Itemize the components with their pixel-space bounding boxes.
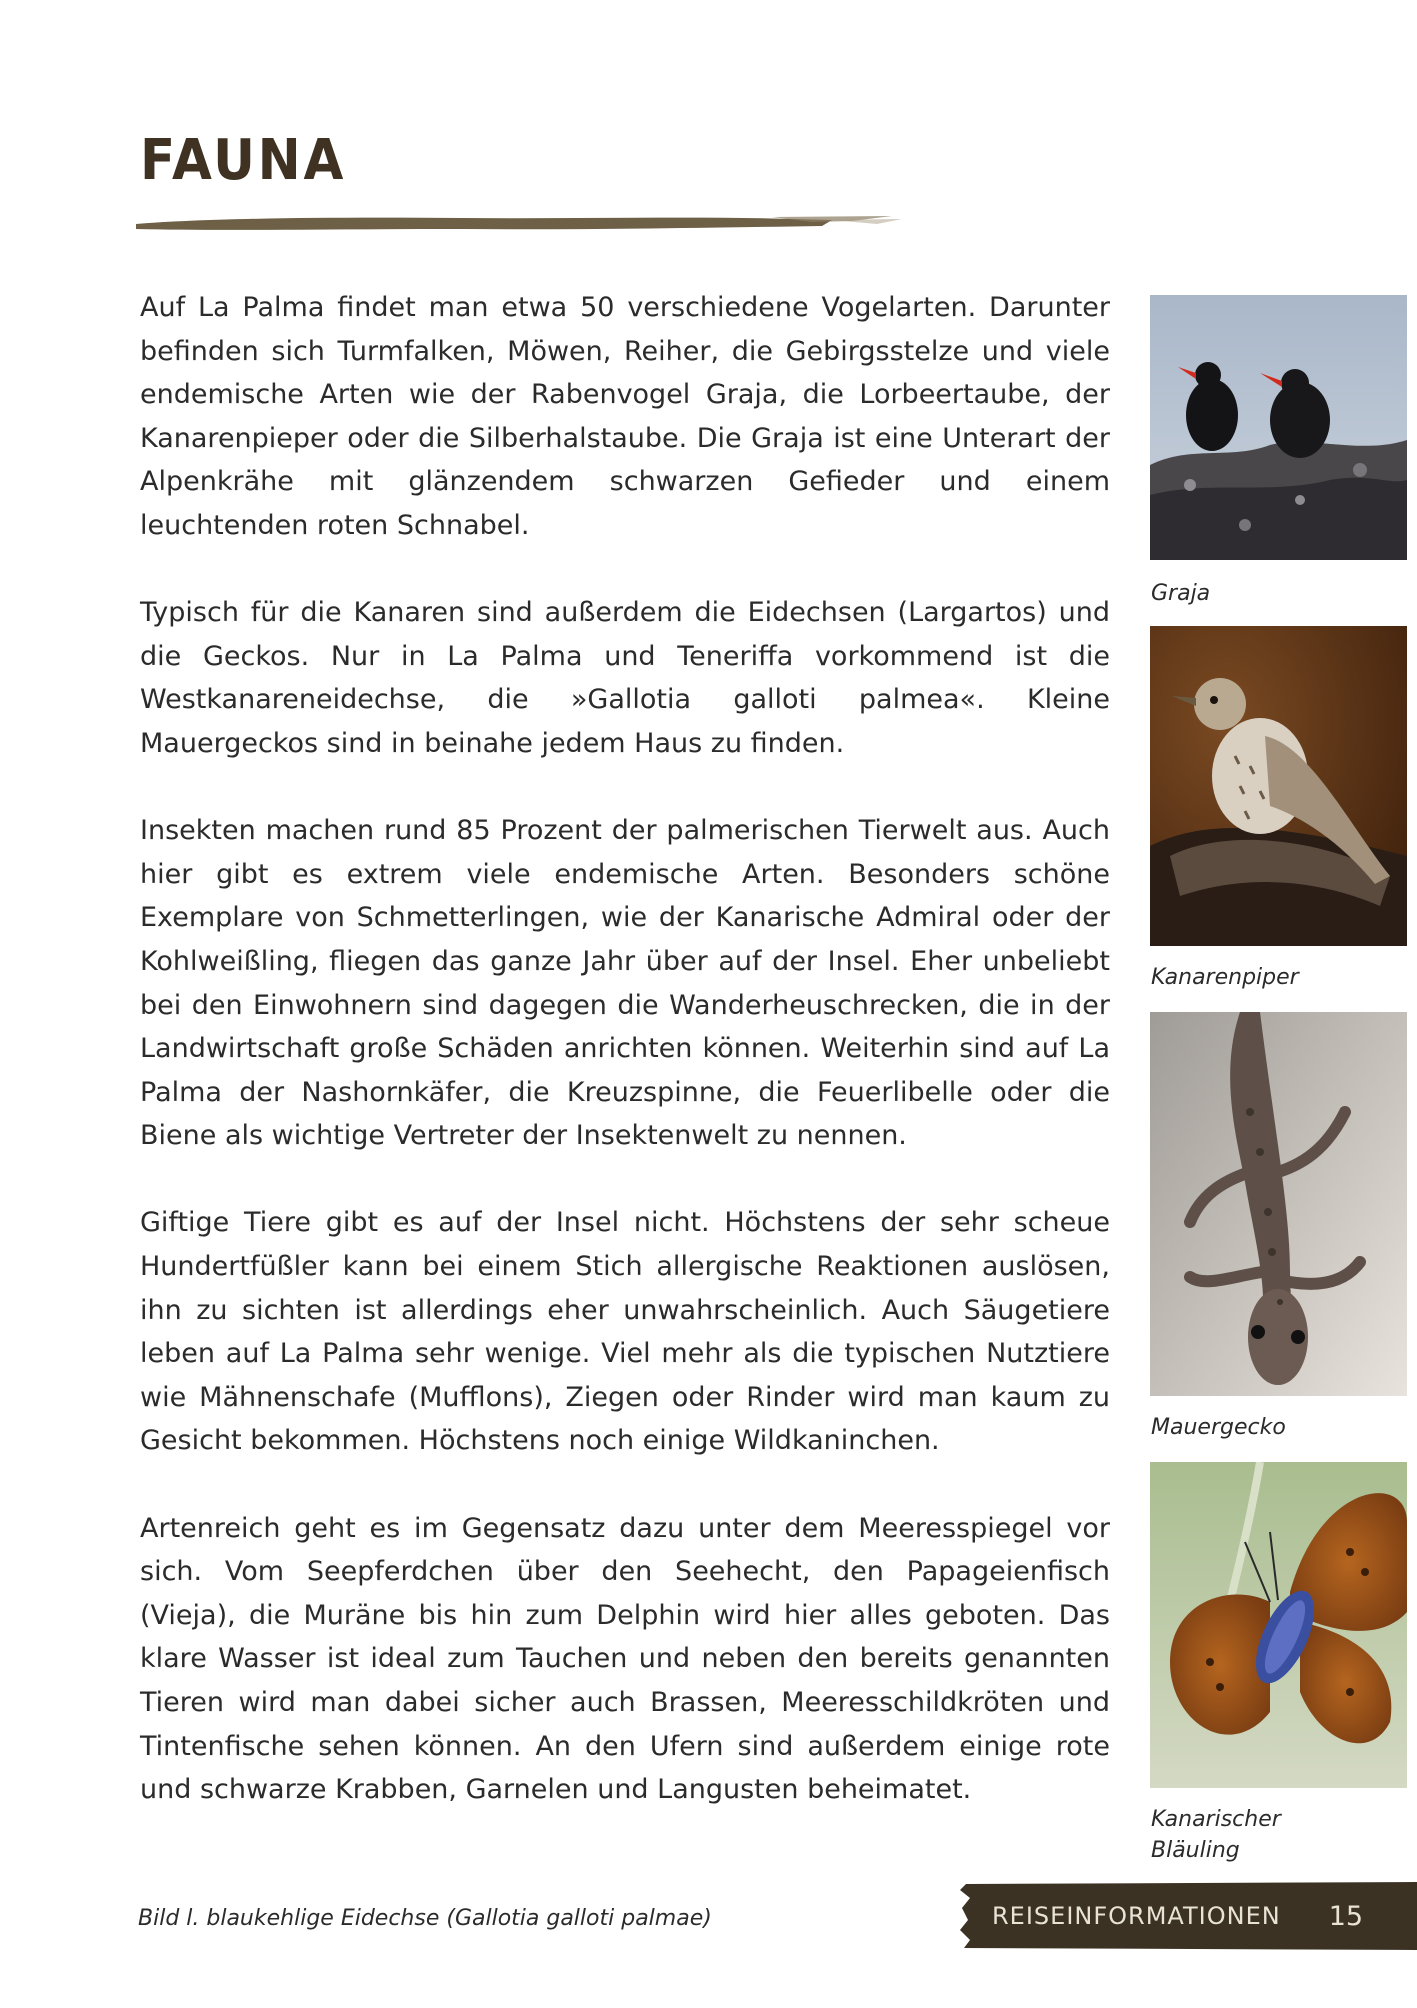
graja-caption: Graja bbox=[1151, 581, 1211, 606]
pipit-bird-photo bbox=[1150, 626, 1407, 946]
paragraph-insects: Insekten machen rund 85 Prozent der palmerischen Tierwelt aus. Auch hier gibt es extrem viele endemische Arten. Besonders schöne Exemplare von Schmetterlingen, wie der Kanarische Admiral oder der Kohlweißling, fliegen das ganze Jahr über auf der Insel. Eher unbeliebt bei den Einwohnern sind dagegen die Wanderheuschrecken, die in der Landwirtschaft große Schäden anrichten können. Weiterhin sind auf La Palma der Nashornkäfer, die Kreuzspinne, die Feuerlibelle oder die Biene als wichtige Vertreter der Insektenwelt zu nennen. bbox=[140, 815, 1110, 1152]
graja-birds-photo bbox=[1150, 295, 1407, 560]
pipit-caption: Kanarenpiper bbox=[1151, 965, 1299, 990]
butterfly-caption-line-2: Bläuling bbox=[1151, 1838, 1240, 1863]
paragraph-birds: Auf La Palma findet man etwa 50 verschiedene Vogelarten. Darunter befinden sich Turmfalken, Möwen, Reiher, die Gebirgsstelze und viele endemische Arten wie der Rabenvogel Graja, die Lorbeertaube, der Kanarenpieper oder die Silberhalstaube. Die Graja ist eine Unterart der Alpenkrähe mit glänzendem schwarzen Gefieder und einem leuchtenden roten Schnabel. bbox=[140, 292, 1110, 541]
brush-stroke-divider bbox=[132, 208, 912, 238]
footer-section-label: REISEINFORMATIONEN bbox=[992, 1902, 1281, 1930]
butterfly-photo bbox=[1150, 1462, 1407, 1788]
footer-image-caption: Bild l. blaukehlige Eidechse (Gallotia galloti palmae) bbox=[138, 1906, 712, 1931]
gecko-caption: Mauergecko bbox=[1151, 1415, 1286, 1440]
paragraph-mammals: Giftige Tiere gibt es auf der Insel nicht. Höchstens der sehr scheue Hundertfüßler kann bei einem Stich allergische Reaktionen auslösen, ihn zu sichten ist allerdings eher unwahrscheinlich. Auch Säugetiere leben auf La Palma sehr wenige. Viel mehr als die typischen Nutztiere wie Mähnenschafe (Mufflons), Ziegen oder Rinder wird man kaum zu Gesicht bekommen. Höchstens noch einige Wildkaninchen. bbox=[140, 1207, 1110, 1457]
butterfly-caption-line-1: Kanarischer bbox=[1151, 1807, 1281, 1832]
gecko-photo bbox=[1150, 1012, 1407, 1396]
butterfly-caption bbox=[1151, 1804, 1401, 1866]
footer-section-banner bbox=[958, 1880, 1417, 1952]
body-text bbox=[140, 286, 1110, 1855]
paragraph-sea-life: Artenreich geht es im Gegensatz dazu unter dem Meeresspiegel vor sich. Vom Seepferdchen über den Seehecht, den Papageienfisch (Vieja), die Muräne bis hin zum Delphin wird hier alles geboten. Das klare Wasser ist ideal zum Tauchen und neben den bereits genannten Tieren wird man dabei sicher auch Brassen, Meeresschildkröten und Tintenfische sehen können. An den Ufern sind außerdem einige rote und schwarze Krabben, Garnelen und Langusten beheimatet. bbox=[140, 1512, 1110, 1806]
paragraph-lizards: Typisch für die Kanaren sind außerdem die Eidechsen (Largartos) und die Geckos. Nur in La Palma und Teneriffa vorkommend ist die Westkanareneidechse, die »Gallotia galloti palmea«. Kleine Mauergeckos sind in beinahe jedem Haus zu finden. bbox=[140, 597, 1110, 759]
page-title: FAUNA bbox=[140, 128, 347, 193]
page-number: 15 bbox=[1328, 1900, 1364, 1932]
